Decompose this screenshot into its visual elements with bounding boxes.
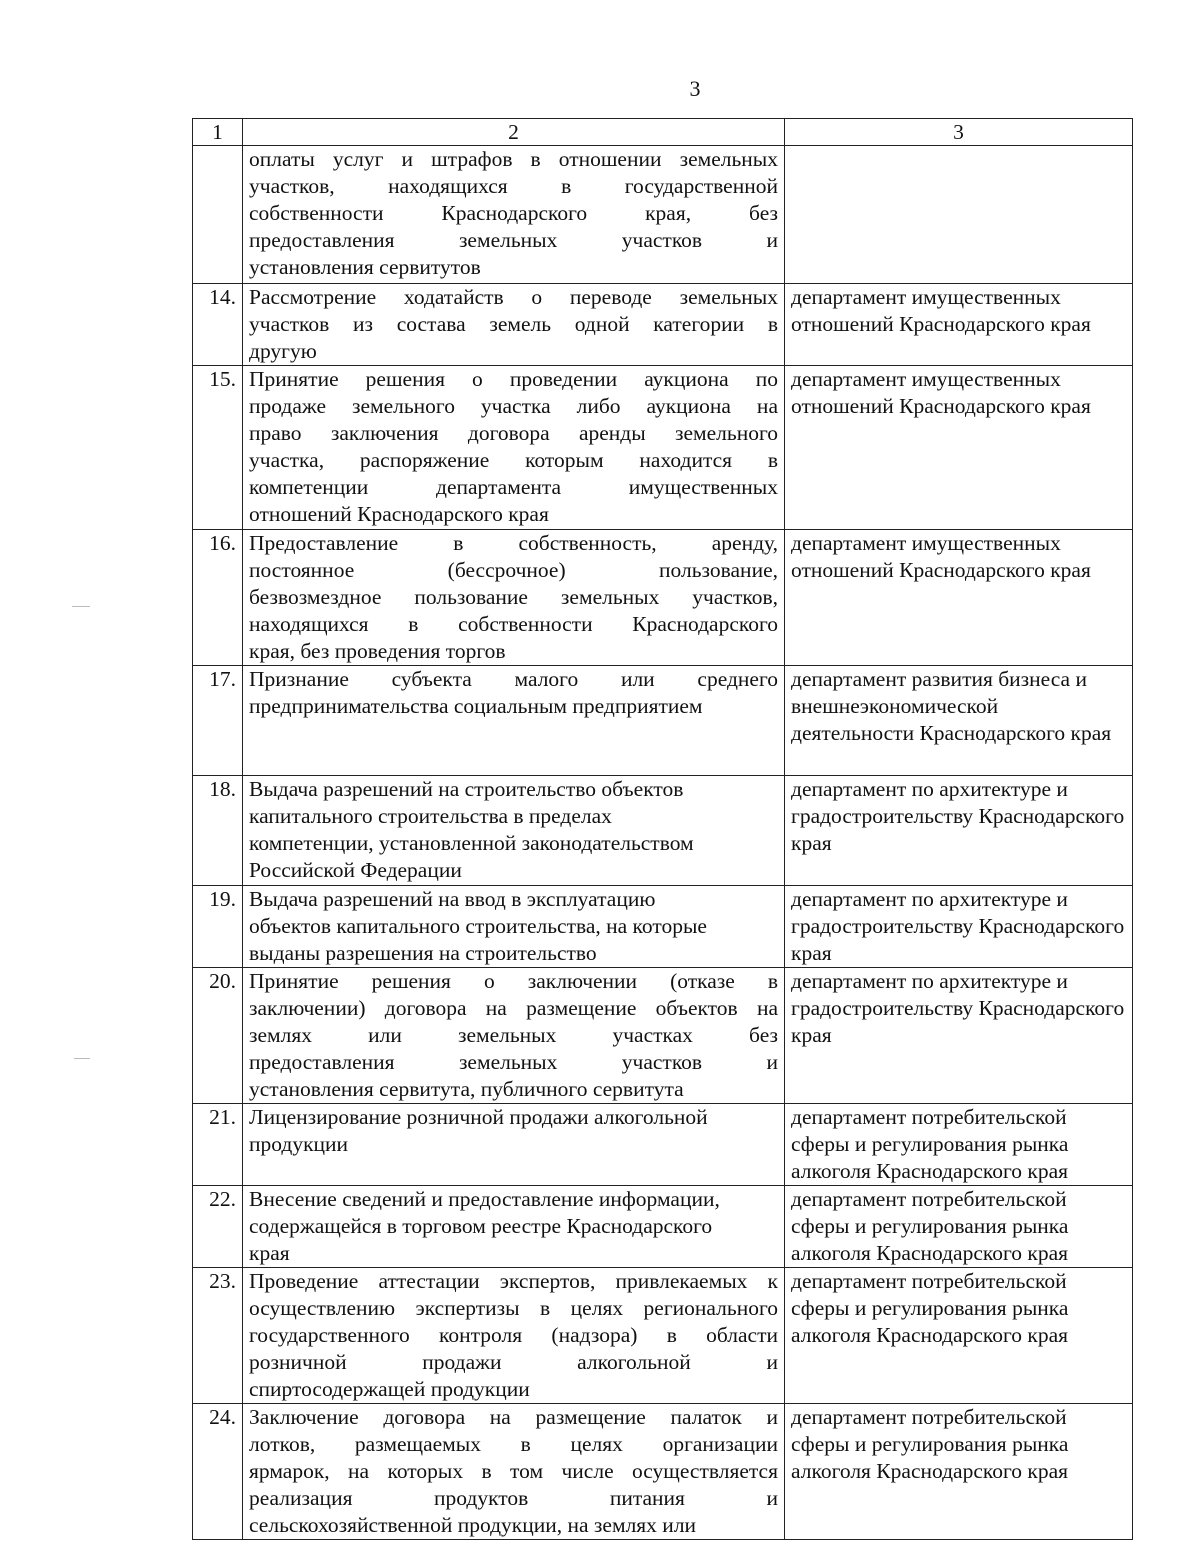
row-number: 24. [193,1404,243,1540]
service-description [243,146,785,284]
description-line: Внесение сведений и предоставление информации, [249,1187,720,1211]
description-line: участков, находящихся в государственной [249,174,778,198]
row-number: 17. [193,666,243,776]
table-row [193,1268,1133,1404]
service-description [243,1104,785,1186]
row-number: 16. [193,530,243,666]
description-line: содержащейся в торговом реестре Краснодарского [249,1214,713,1238]
responsible-department: департамент имущественных отношений Краснодарского края [785,366,1133,530]
row-number: 22. [193,1186,243,1268]
row-number: 15. [193,366,243,530]
description-line: предпринимательства социальным предприятием [249,694,703,718]
description-line: продаже земельного участка либо аукциона на [249,394,778,418]
description-line: безвозмездное пользование земельных участков, [249,585,778,609]
description-line: Принятие решения о проведении аукциона по [249,367,778,391]
row-number: 21. [193,1104,243,1186]
scan-mark [74,1058,90,1059]
service-description [243,366,785,530]
description-line: установления сервитута, публичного сервитута [249,1077,684,1101]
responsible-department: департамент потребительской сферы и регулирования рынка алкоголя Краснодарского края [785,1104,1133,1186]
description-line: отношений Краснодарского края [249,502,549,526]
row-number: 18. [193,776,243,886]
service-description [243,886,785,968]
table-row [193,284,1133,366]
description-line: находящихся в собственности Краснодарского [249,612,778,636]
description-line: лотков, размещаемых в целях организации [249,1432,778,1456]
description-line: Заключение договора на размещение палаток и [249,1405,778,1429]
table-row [193,666,1133,776]
responsible-department: департамент потребительской сферы и регулирования рынка алкоголя Краснодарского края [785,1186,1133,1268]
column-header-3: 3 [785,119,1133,146]
description-line: землях или земельных участках без [249,1023,778,1047]
table-row [193,968,1133,1104]
description-line: выданы разрешения на строительство [249,941,597,965]
service-description [243,666,785,776]
description-line: Российской Федерации [249,858,462,882]
column-header-1: 1 [193,119,243,146]
service-description [243,284,785,366]
table-row [193,886,1133,968]
description-line: предоставления земельных участков и [249,228,778,252]
description-line: участка, распоряжение которым находится в [249,448,778,472]
table-row [193,1104,1133,1186]
description-line: предоставления земельных участков и [249,1050,778,1074]
scan-mark [72,606,90,607]
responsible-department: департамент потребительской сферы и регулирования рынка алкоголя Краснодарского края [785,1268,1133,1404]
table-row [193,776,1133,886]
description-line: Признание субъекта малого или среднего [249,667,778,691]
row-number: 19. [193,886,243,968]
row-number: 23. [193,1268,243,1404]
row-number: 20. [193,968,243,1104]
description-line: Выдача разрешений на строительство объектов [249,777,684,801]
description-line: объектов капитального строительства, на которые [249,914,707,938]
description-line: Проведение аттестации экспертов, привлекаемых к [249,1269,778,1293]
description-line: розничной продажи алкогольной и [249,1350,778,1374]
description-line: право заключения договора аренды земельного [249,421,778,445]
description-line: Выдача разрешений на ввод в эксплуатацию [249,887,656,911]
description-line: компетенции, установленной законодательством [249,831,694,855]
service-description [243,776,785,886]
description-line: другую [249,339,317,363]
description-line: осуществлению экспертизы в целях регионального [249,1296,778,1320]
service-description [243,1186,785,1268]
responsible-department: департамент по архитектуре и градостроительству Краснодарского края [785,968,1133,1104]
table-row [193,366,1133,530]
description-line: постоянное (бессрочное) пользование, [249,558,778,582]
page-number: 3 [689,76,701,101]
description-line: края, без проведения торгов [249,639,506,663]
description-line: края [249,1241,290,1265]
table-header-row [193,119,1133,146]
description-line: государственного контроля (надзора) в области [249,1323,778,1347]
service-description [243,530,785,666]
description-line: спиртосодержащей продукции [249,1377,530,1401]
responsible-department: департамент имущественных отношений Краснодарского края [785,284,1133,366]
description-line: Предоставление в собственность, аренду, [249,531,778,555]
responsible-department: департамент развития бизнеса и внешнеэкономической деятельности Краснодарского края [785,666,1133,776]
service-description [243,1268,785,1404]
service-description [243,968,785,1104]
description-line: участков из состава земель одной категории в [249,312,778,336]
description-line: Лицензирование розничной продажи алкогольной [249,1105,708,1129]
row-number: 14. [193,284,243,366]
responsible-department: департамент имущественных отношений Краснодарского края [785,530,1133,666]
responsible-department [785,146,1133,284]
services-table [192,118,1133,1540]
table-row [193,146,1133,284]
responsible-department: департамент по архитектуре и градостроительству Краснодарского края [785,886,1133,968]
responsible-department: департамент потребительской сферы и регулирования рынка алкоголя Краснодарского края [785,1404,1133,1540]
column-header-2: 2 [243,119,785,146]
description-line: установления сервитутов [249,255,481,279]
responsible-department: департамент по архитектуре и градостроительству Краснодарского края [785,776,1133,886]
description-line: Принятие решения о заключении (отказе в [249,969,778,993]
description-line: реализация продуктов питания и [249,1486,778,1510]
description-line: Рассмотрение ходатайств о переводе земельных [249,285,778,309]
description-line: ярмарок, на которых в том числе осуществляется [249,1459,778,1483]
description-line: продукции [249,1132,349,1156]
row-number [193,146,243,284]
table-row [193,1186,1133,1268]
table-row [193,1404,1133,1540]
table-row [193,530,1133,666]
description-line: капитального строительства в пределах [249,804,612,828]
service-description [243,1404,785,1540]
description-line: сельскохозяйственной продукции, на землях или [249,1513,697,1537]
description-line: оплаты услуг и штрафов в отношении земельных [249,147,778,171]
description-line: компетенции департамента имущественных [249,475,778,499]
description-line: собственности Краснодарского края, без [249,201,778,225]
description-line: заключении) договора на размещение объектов на [249,996,778,1020]
